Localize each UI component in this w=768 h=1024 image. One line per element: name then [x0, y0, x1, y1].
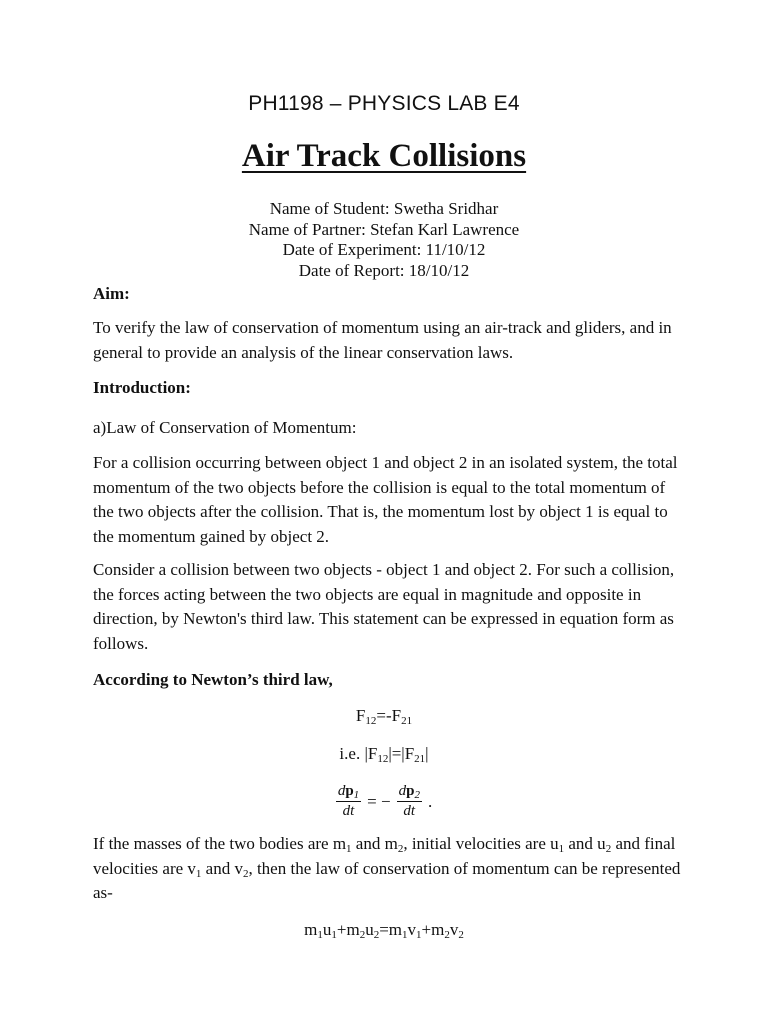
fraction-dp2-dt: $\frac{dp_2}{dt}$: [398, 783, 420, 819]
intro-paragraph-1: For a collision occurring between object 1 and object 2 in an isolated system, the total momentum of the two objects before the collision is equal to the total momentum of the two objects after the collision. That is, the momentum lost by object 1 is equal to the momentum gained by object 2.: [93, 453, 678, 546]
student-name: Name of Student: Swetha Sridhar: [269, 199, 499, 218]
experiment-date: Date of Experiment: 11/10/12: [282, 240, 486, 259]
equation-force-pair: $F_{12}=-F_{21}$: [355, 706, 413, 727]
aim-text: To verify the law of conservation of momentum using an air-track and gliders, and in general to provide an analysis of the linear conservation laws.: [93, 318, 672, 362]
newton-law-heading: According to Newton’s third law,: [93, 670, 333, 689]
intro-paragraph-2: Consider a collision between two objects - object 1 and object 2. For such a collision, the forces acting between the two objects are equal in magnitude and opposite in direction, by Newton's third law. This statement can be expressed in equation form as follows.: [93, 560, 675, 653]
equation-momentum-derivative: $\frac{dp_1}{dt}$ = − $\frac{dp_2}{dt}$ .: [337, 783, 433, 819]
report-title: [0, 138, 768, 175]
momentum-paragraph: If the masses of the two bodies are $m_1$ and $m_2$, initial velocities are $u_1$ and $u_2$ and final velocities are $v_1$ and $v_2$, then the law of conservation of momentum can be represented as-: [93, 834, 681, 902]
momentum-subheading: a)Law of Conservation of Momentum:: [93, 418, 357, 437]
course-code: PH1198 – PHYSICS LAB E4: [248, 92, 520, 115]
equation-conservation: $m_1u_1+m_2u_2=m_1v_1+m_2v_2$: [304, 920, 464, 941]
introduction-heading: Introduction:: [93, 378, 191, 397]
report-date: Date of Report: 18/10/12: [298, 260, 470, 280]
fraction-dp1-dt: $\frac{dp_1}{dt}$: [337, 783, 360, 819]
partner-name: Name of Partner: Stefan Karl Lawrence: [248, 219, 520, 239]
aim-heading: Aim:: [93, 284, 130, 303]
report-meta: [0, 199, 768, 281]
report-title-text: Air Track Collisions: [241, 138, 527, 174]
equation-force-magnitude: i.e. $|F_{12}|=|F_{21}|$: [339, 744, 429, 765]
